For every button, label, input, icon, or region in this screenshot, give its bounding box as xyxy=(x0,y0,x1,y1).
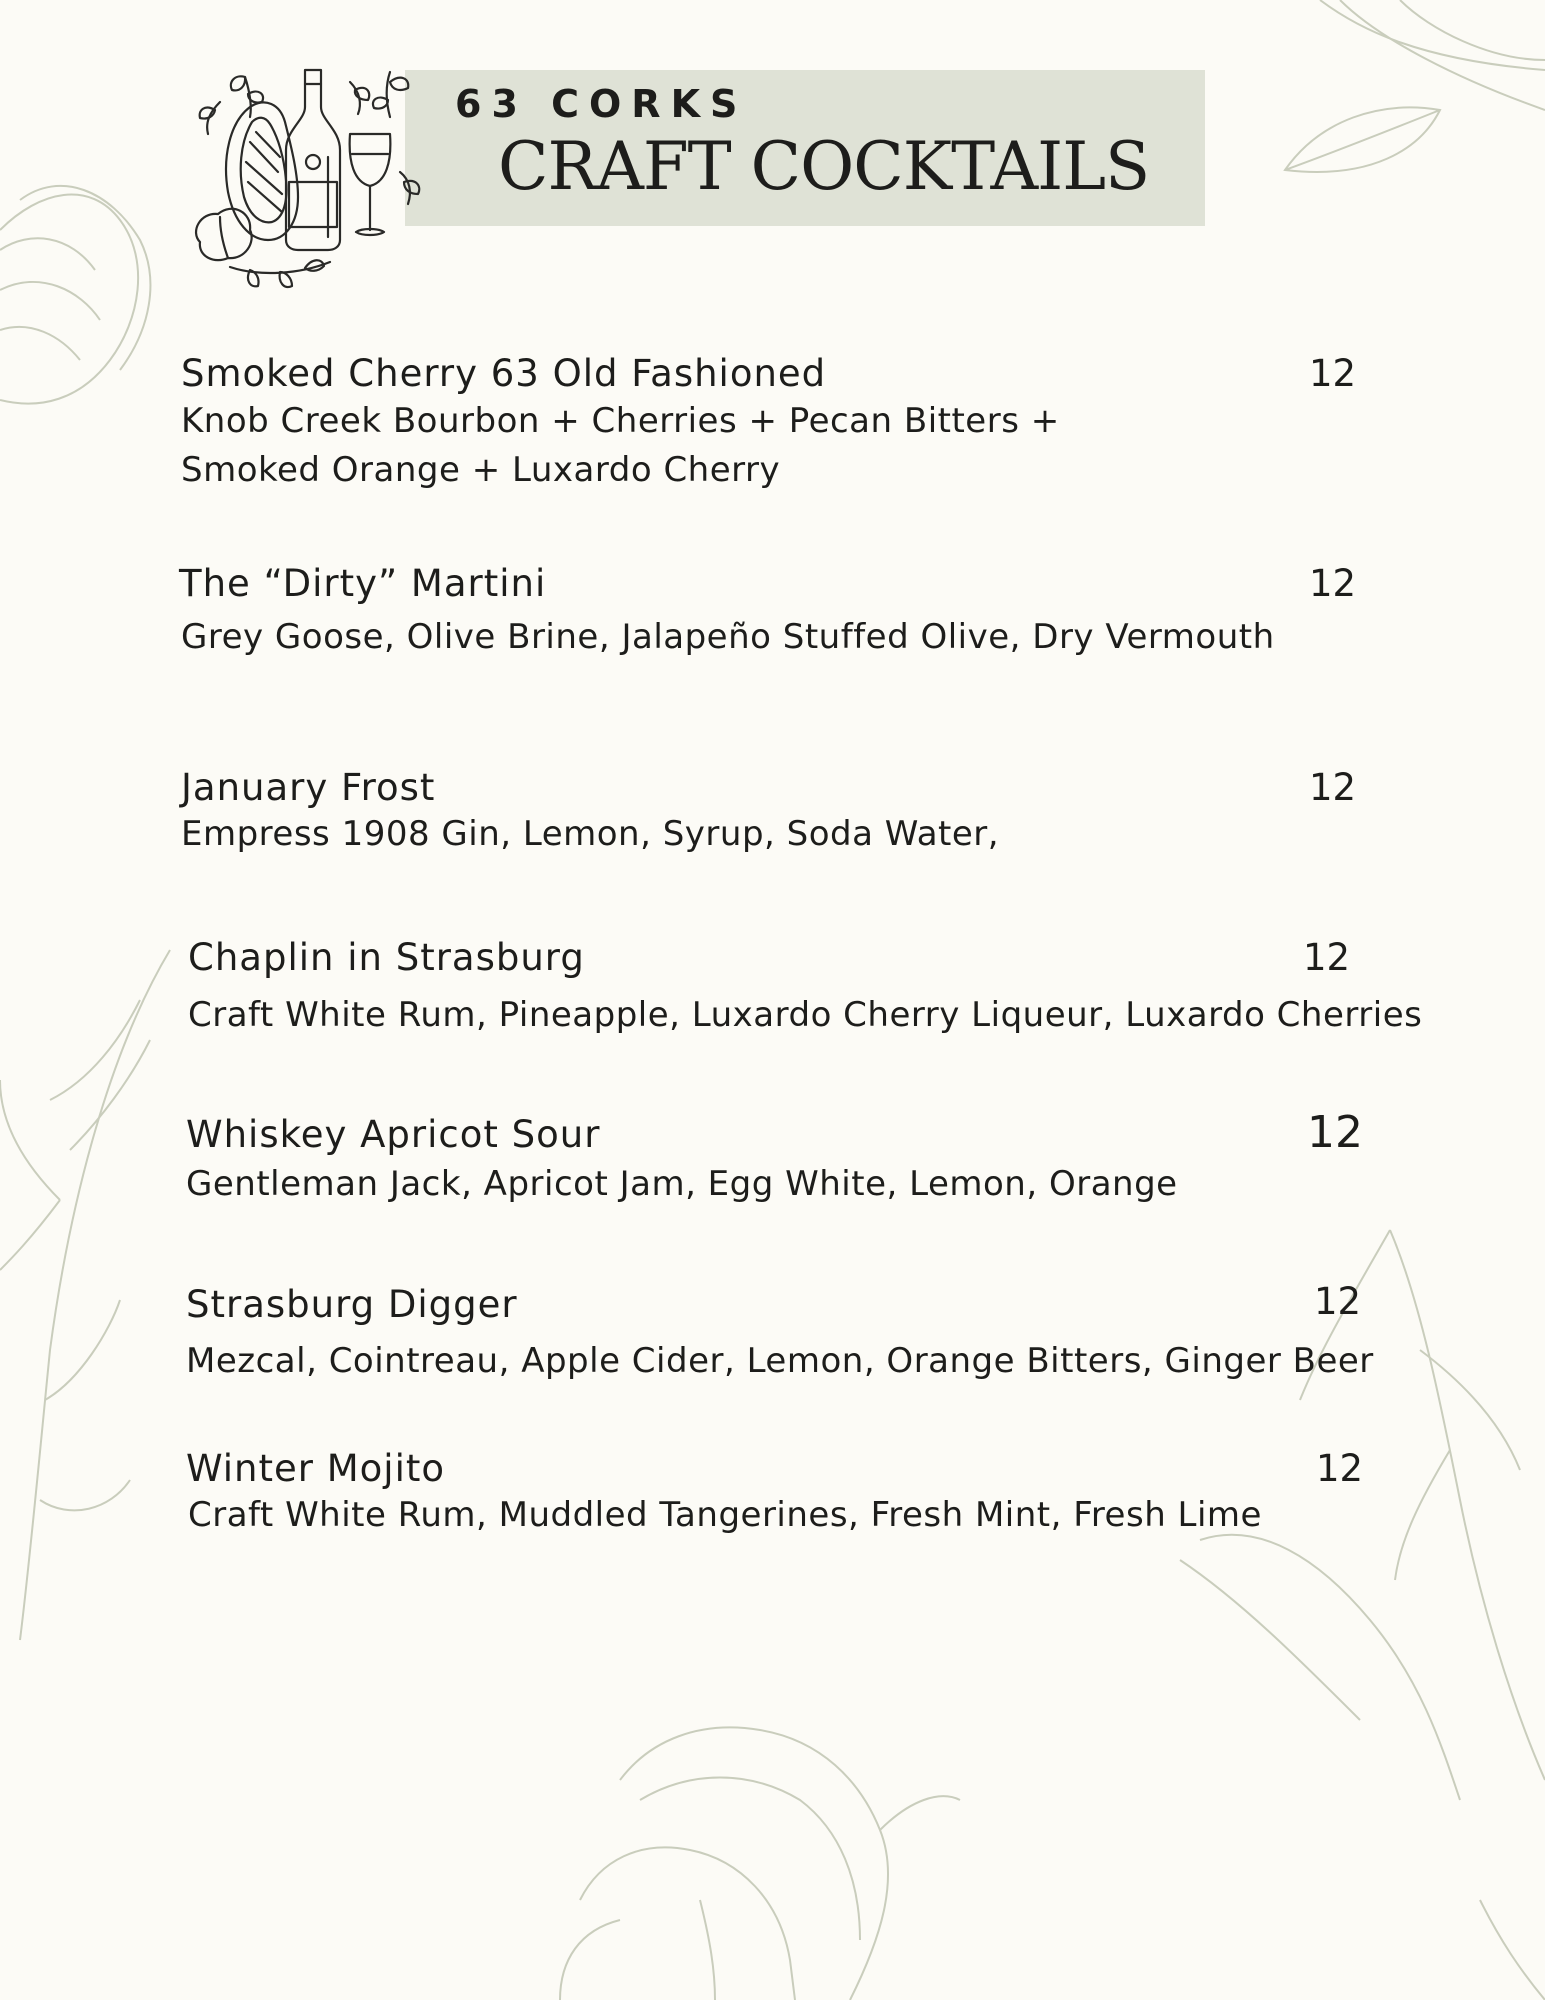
page-title: CRAFT COCKTAILS xyxy=(498,128,1150,205)
steak-icon xyxy=(226,102,298,240)
item-description: Craft White Rum, Muddled Tangerines, Fresh Mint, Fresh Lime xyxy=(188,1495,1262,1535)
item-name: January Frost xyxy=(181,766,436,809)
item-description: Knob Creek Bourbon + Cherries + Pecan Bitters + Smoked Orange + Luxardo Cherry xyxy=(181,401,1060,490)
laurel-sprig-icon xyxy=(200,72,420,287)
item-price: 12 xyxy=(1316,1447,1364,1490)
item-name: Smoked Cherry 63 Old Fashioned xyxy=(181,352,827,395)
item-description: Gentleman Jack, Apricot Jam, Egg White, Lemon, Orange xyxy=(186,1164,1178,1204)
item-price: 12 xyxy=(1309,766,1357,809)
item-price: 12 xyxy=(1314,1280,1362,1323)
item-price: 12 xyxy=(1307,1107,1363,1158)
item-name: The “Dirty” Martini xyxy=(179,562,547,605)
item-name: Strasburg Digger xyxy=(186,1283,518,1326)
item-description: Grey Goose, Olive Brine, Jalapeño Stuffed Olive, Dry Vermouth xyxy=(181,617,1275,657)
item-name: Winter Mojito xyxy=(186,1447,446,1490)
item-description: Mezcal, Cointreau, Apple Cider, Lemon, Orange Bitters, Ginger Beer xyxy=(186,1341,1374,1381)
header-illustration xyxy=(190,62,460,294)
wine-glass-icon xyxy=(350,134,391,235)
item-name: Whiskey Apricot Sour xyxy=(186,1113,601,1156)
item-description: Craft White Rum, Pineapple, Luxardo Cherry Liqueur, Luxardo Cherries xyxy=(188,995,1423,1035)
garlic-icon xyxy=(196,209,252,260)
brand-name: 63 CORKS xyxy=(455,82,748,126)
item-description: Empress 1908 Gin, Lemon, Syrup, Soda Water, xyxy=(181,814,1000,854)
item-price: 12 xyxy=(1309,352,1357,395)
item-price: 12 xyxy=(1309,562,1357,605)
item-name: Chaplin in Strasburg xyxy=(188,936,585,979)
item-price: 12 xyxy=(1303,936,1351,979)
